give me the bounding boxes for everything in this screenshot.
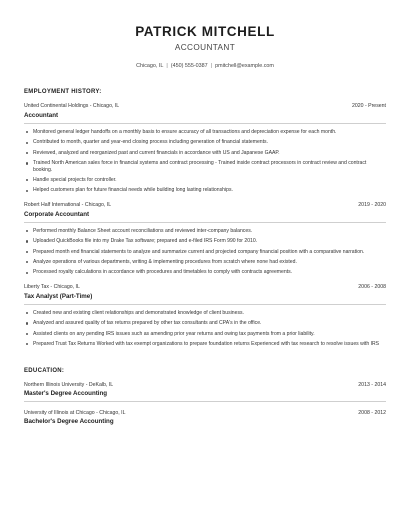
job-company: Liberty Tax - Chicago, IL — [24, 283, 80, 290]
education-entry — [24, 410, 386, 425]
education-heading: EDUCATION: — [24, 367, 65, 374]
bullet-item: Processed royalty calculations in accordance with procedures and timetables to comply with contracts agreements. — [24, 269, 386, 275]
bullet-item: Helped customers plan for future financial needs while building long lasting relationships. — [24, 187, 386, 193]
job-header — [24, 284, 386, 290]
contact-separator: | — [166, 63, 168, 69]
job-title: Accountant — [24, 112, 59, 119]
job-dates: 2020 - Present — [351, 103, 386, 109]
job-bullets — [24, 310, 386, 348]
contact-separator: | — [210, 63, 213, 69]
divider — [24, 123, 386, 124]
bullet-item: Created new and existing client relationships and demonstrated knowledge of client business. — [24, 310, 386, 316]
candidate-title: ACCOUNTANT — [174, 43, 236, 52]
bullet-item: Analyze operations of various departments, writing & implementing procedures from scratch where none had existed. — [24, 259, 386, 265]
divider — [24, 401, 386, 402]
job-dates: 2019 - 2020 — [358, 201, 386, 208]
bullet-item: Monitored general ledger handoffs on a monthly basis to ensure accuracy of all transactions and depreciation expense for each month. — [24, 129, 386, 135]
education-degree: Master's Degree Accounting — [24, 389, 108, 397]
job-entry — [24, 103, 386, 194]
education-school: University of Illinois at Chicago - Chicago, IL — [24, 409, 126, 416]
bullet-item: Performed monthly Balance Sheet account reconciliations and reviewed inter-company balances. — [24, 228, 386, 234]
education-degree: Bachelor's Degree Accounting — [24, 417, 114, 425]
education-header — [24, 410, 386, 416]
bullet-item: Contributed to month, quarter and year-end closing process including generation of financial statements. — [24, 139, 386, 145]
bullet-item: Uploaded QuickBooks file into my Drake Tax software; prepared and e-filed IRS Form 990 for 2010. — [24, 238, 386, 244]
job-bullets — [24, 129, 386, 194]
job-title: Tax Analyst (Part-Time) — [24, 292, 93, 300]
job-header — [24, 202, 386, 208]
job-bullets — [24, 228, 386, 276]
bullet-item: Prepared Trust Tax Returns Worked with tax exempt organizations to prepare foundation returns Experienced with tax research to resolve issues with IRS — [24, 341, 386, 347]
contact-location: Chicago, IL — [136, 63, 164, 69]
education-dates: 2008 - 2012 — [358, 409, 386, 416]
bullet-item: Handle special projects for controller. — [24, 177, 386, 183]
bullet-item: Analyzed and assured quality of tax returns prepared by other tax consultants and CPA's in the office. — [24, 320, 386, 326]
job-header — [24, 103, 386, 109]
bullet-item: Prepared month end financial statements to analyze and summarize current and projected company financial position with a comparative narration. — [24, 249, 386, 255]
bullet-item: Trained North American sales force in financial systems and contract processing - Trained inside contract processors in contract review and contract booking. — [24, 160, 386, 173]
bullet-item: Assisted clients on any pending IRS issues such as amending prior year returns and owing tax payments from a prior liability. — [24, 331, 386, 337]
divider — [24, 304, 386, 305]
job-dates: 2006 - 2008 — [358, 283, 386, 290]
education-dates: 2013 - 2014 — [358, 381, 386, 388]
candidate-name: PATRICK MITCHELL — [135, 24, 275, 39]
education-entry — [24, 382, 386, 402]
job-entry — [24, 284, 386, 348]
bullet-item: Reviewed, analyzed and reorganized past and current financials in accordance with US and Japanese GAAP. — [24, 150, 386, 156]
divider — [24, 222, 386, 223]
job-company: United Continental Holdings - Chicago, IL — [24, 103, 120, 109]
job-entry — [24, 202, 386, 276]
education-header — [24, 382, 386, 388]
education-school: Northern Illinois University - DeKalb, IL — [24, 381, 114, 388]
job-title: Corporate Accountant — [24, 210, 90, 218]
contact-phone: (450) 555-0387 — [170, 63, 208, 69]
contact-line — [24, 63, 386, 69]
employment-heading: EMPLOYMENT HISTORY: — [24, 89, 102, 95]
job-company: Robert Half International - Chicago, IL — [24, 201, 112, 208]
contact-email[interactable]: pmitchell@example.com — [215, 63, 274, 69]
